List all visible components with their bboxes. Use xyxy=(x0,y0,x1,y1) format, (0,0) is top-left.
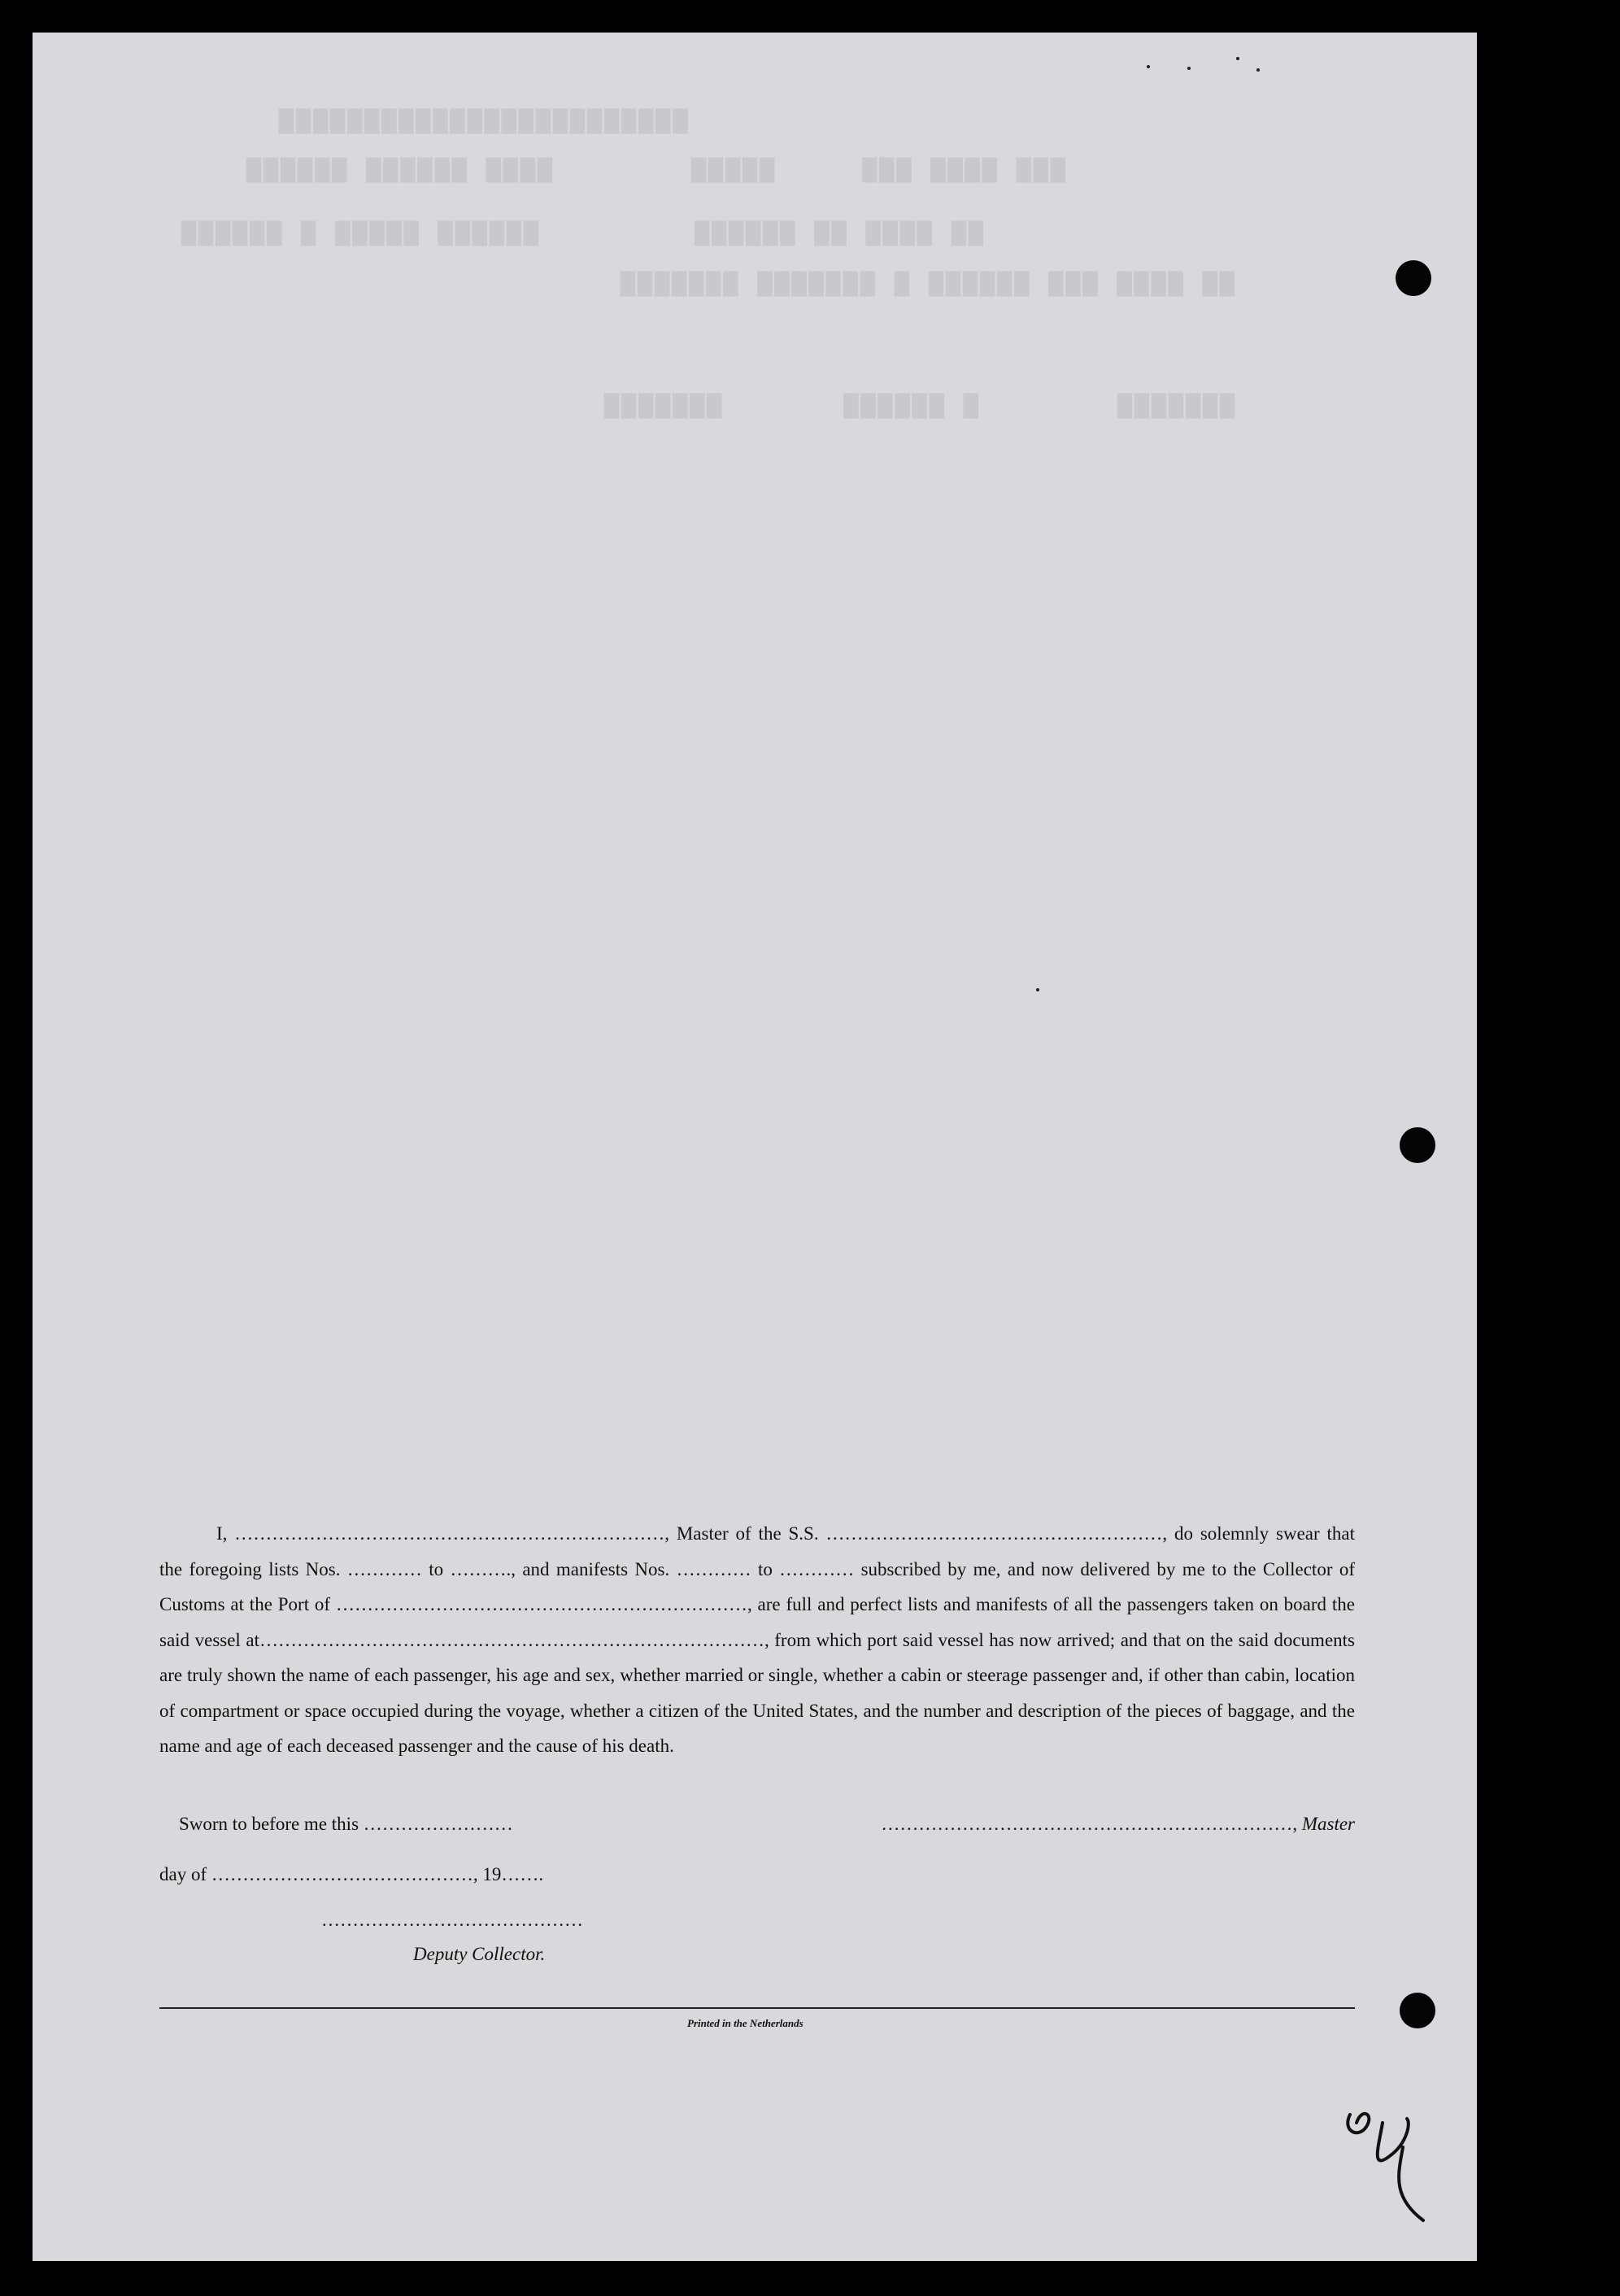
document-page xyxy=(33,33,1477,2261)
master-signature-line xyxy=(881,1814,1355,1835)
bleed-through-line: ▇▇ ▇▇▇▇ ▇▇ ▇▇▇▇▇▇ ▇▇▇▇▇▇ ▇▇▇▇▇ ▇ ▇▇▇▇▇▇ xyxy=(179,220,984,248)
footer-rule xyxy=(159,2007,1355,2009)
oath-text: I, ……………………………………………………………, Master of the S.S. ………………………………………………, do solemnly swear that the foregoing lists Nos. ………… to ………., and manifests Nos. ………… to ………… subscribed by me, and now delivered by me to the Collector of Customs at the Port of …………………………………………………………, are full and perfect lists and manifests of all the passengers taken on board the said vessel at………………………………………………………………………, from which port said vessel has now arrived; and that on the said documents are truly shown the name of each passenger, his age and sex, whether married or single, whether a cabin or steerage passenger and, if other than cabin, location of compartment or space occupied during the voyage, whether a citizen of the United States, and the number and description of the pieces of baggage, and the name and age of each deceased passenger and the cause of his death. xyxy=(159,1523,1355,1756)
speck xyxy=(1036,988,1039,991)
bleed-through-line: ▇▇ ▇▇▇▇ ▇▇▇ ▇▇▇▇▇▇ ▇ ▇▇▇▇▇▇▇ ▇▇▇▇▇▇▇ xyxy=(618,271,1235,298)
speck xyxy=(1187,67,1191,70)
speck xyxy=(1147,65,1150,68)
punch-hole xyxy=(1400,1127,1435,1163)
bleed-through-line: ▇▇▇▇▇▇▇▇▇▇▇▇▇▇▇▇▇▇▇▇▇▇▇▇ xyxy=(277,108,688,136)
speck xyxy=(1236,57,1239,60)
deputy-collector-label: Deputy Collector. xyxy=(413,1944,546,1964)
handwritten-mark-icon xyxy=(1334,2098,1448,2228)
punch-hole xyxy=(1396,260,1431,296)
deputy-signature-line: …………………………………… xyxy=(321,1910,583,1930)
master-dots: …………………………………………………………, xyxy=(881,1814,1298,1834)
day-of-line: day of ……………………………………, 19……. xyxy=(159,1864,544,1884)
master-label: Master xyxy=(1301,1814,1355,1834)
punch-hole xyxy=(1400,1993,1435,2028)
oath-paragraph xyxy=(159,1516,1355,1764)
printed-in-note: Printed in the Netherlands xyxy=(687,2017,803,2029)
bleed-through-line: ▇▇▇ ▇▇▇▇ ▇▇▇ ▇▇▇▇▇ ▇▇▇▇ ▇▇▇▇▇▇ ▇▇▇▇▇▇ xyxy=(244,157,1065,185)
speck xyxy=(1256,68,1260,72)
bleed-through-line: ▇▇▇▇▇▇▇ ▇ ▇▇▇▇▇▇ ▇▇▇▇▇▇▇ xyxy=(602,393,1235,420)
sworn-text: Sworn to before me this …………………… xyxy=(179,1814,513,1834)
